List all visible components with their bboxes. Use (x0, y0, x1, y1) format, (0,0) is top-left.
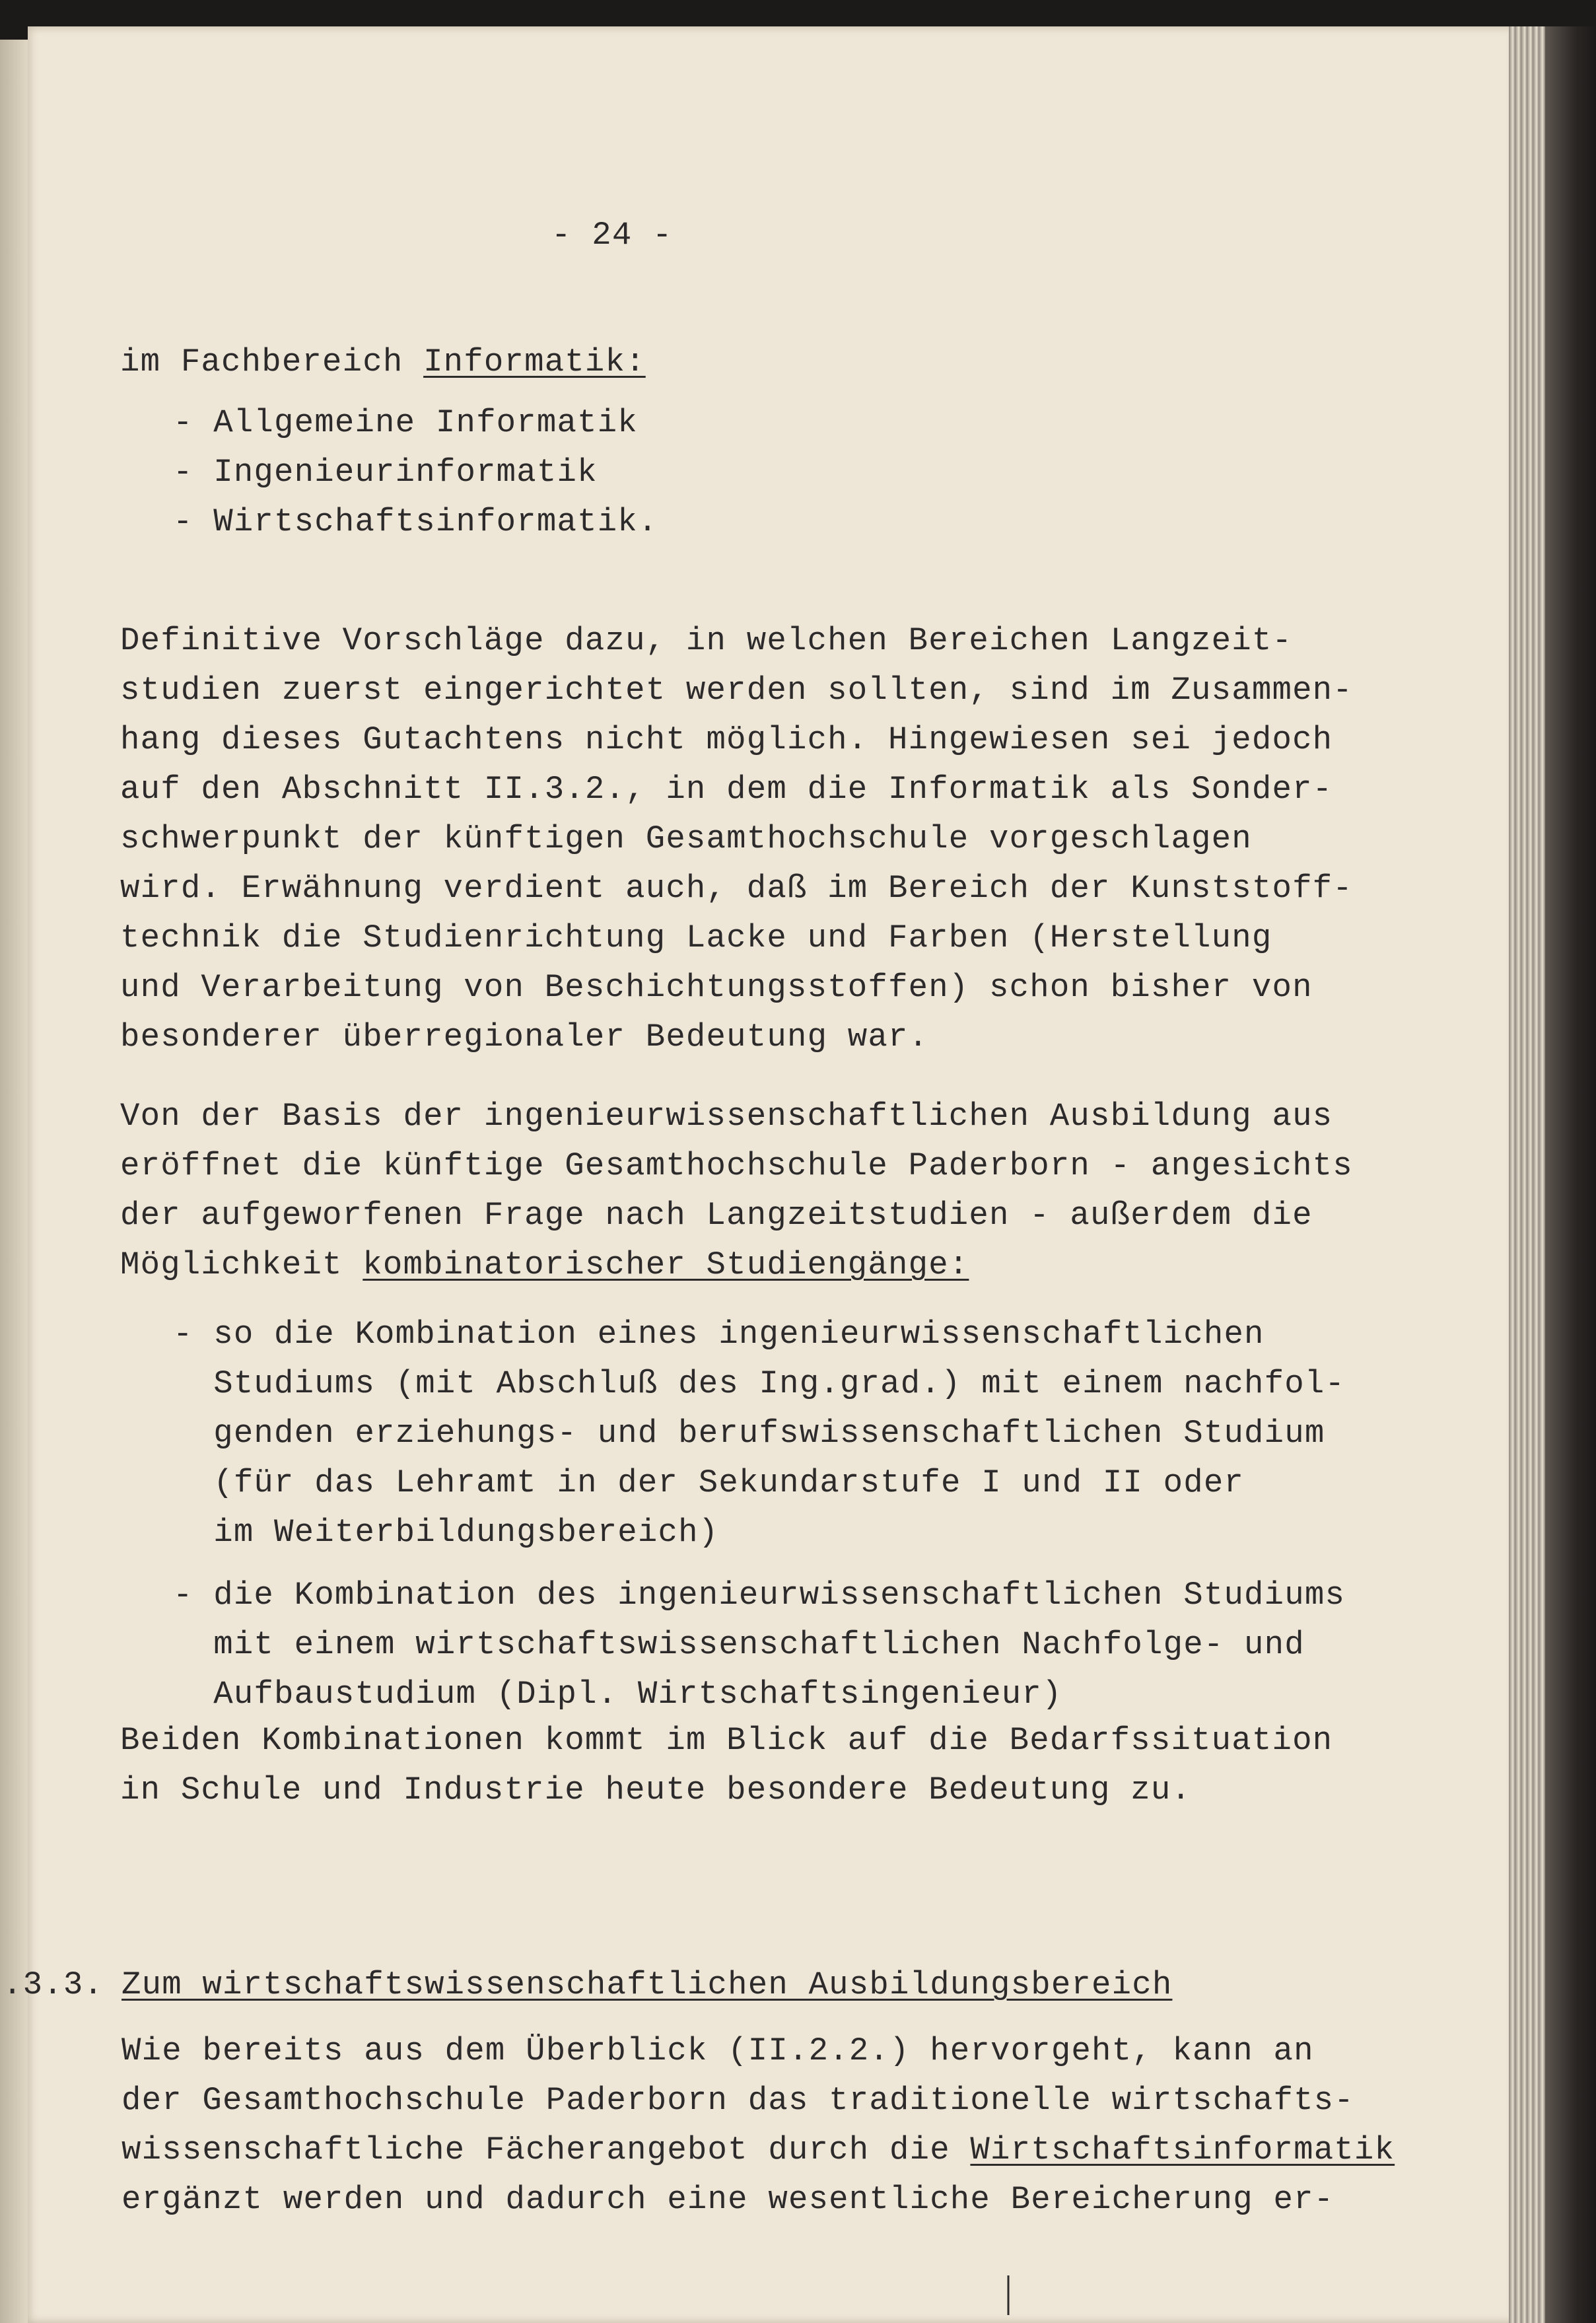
paragraph2-line: Von der Basis der ingenieurwissenschaftlichen Ausbildung aus (120, 1098, 1333, 1135)
paragraph3-line: in Schule und Industrie heute besondere Bedeutung zu. (120, 1771, 1192, 1808)
paragraph3-line: Beiden Kombinationen kommt im Blick auf die Bedarfssituation (120, 1722, 1333, 1759)
paragraph1-line: auf den Abschnitt II.3.2., in dem die Informatik als Sonder- (120, 771, 1333, 808)
informatik-prefix: im Fachbereich (120, 343, 424, 380)
combination1-line: - so die Kombination eines ingenieurwissenschaftlichen (173, 1316, 1265, 1353)
informatik-intro (120, 342, 646, 382)
combination1-line: im Weiterbildungsbereich) (173, 1514, 719, 1551)
combination2-line: mit einem wirtschaftswissenschaftlichen Nachfolge- und (173, 1626, 1305, 1663)
paragraph1-line: und Verarbeitung von Beschichtungsstoffen) schon bisher von (120, 969, 1313, 1006)
paragraph1-line: studien zuerst eingerichtet werden sollten, sind im Zusammen- (120, 672, 1353, 709)
paragraph1-line: Definitive Vorschläge dazu, in welchen Bereichen Langzeit- (120, 622, 1293, 659)
paragraph1-line: hang dieses Gutachtens nicht möglich. Hingewiesen sei jedoch (120, 721, 1333, 758)
paragraph2-line: eröffnet die künftige Gesamthochschule Paderborn - angesichts (120, 1147, 1353, 1184)
page-number: - 24 - (551, 217, 673, 254)
paragraph4-line-with-emphasis (121, 2130, 1395, 2170)
combination1-line: genden erziehungs- und berufswissenschaftlichen Studium (173, 1415, 1325, 1452)
paragraph4-last-line: ergänzt werden und dadurch eine wesentliche Bereicherung er- (121, 2181, 1335, 2218)
section-title (121, 1965, 1172, 2005)
paragraph4-prefix: wissenschaftliche Fächerangebot durch die (121, 2131, 971, 2168)
paragraph4-line: der Gesamthochschule Paderborn das traditionelle wirtschafts- (121, 2082, 1354, 2119)
paragraph1-line: technik die Studienrichtung Lacke und Farben (Herstellung (120, 919, 1272, 956)
informatik-item: - Allgemeine Informatik (173, 404, 638, 441)
dark-book-edge (1545, 26, 1596, 2323)
document-page (3, 26, 1520, 2323)
paragraph2-line: der aufgeworfenen Frage nach Langzeitstudien - außerdem die (120, 1197, 1313, 1234)
combination2-line: - die Kombination des ingenieurwissenschaftlichen Studiums (173, 1577, 1346, 1614)
kombinatorische-studiengaenge-heading: kombinatorischer Studiengänge: (363, 1246, 969, 1283)
informatik-item: - Ingenieurinformatik (173, 454, 598, 491)
paragraph1-line: schwerpunkt der künftigen Gesamthochschule vorgeschlagen (120, 820, 1252, 857)
informatik-heading: Informatik: (423, 343, 646, 380)
combination2-line: Aufbaustudium (Dipl. Wirtschaftsingenieur) (173, 1676, 1062, 1713)
section-title-text: Zum wirtschaftswissenschaftlichen Ausbildungsbereich (121, 1966, 1173, 2003)
paragraph4-line: Wie bereits aus dem Überblick (II.2.2.) hervorgeht, kann an (121, 2032, 1314, 2069)
paragraph2-last-line (120, 1245, 969, 1285)
paragraph2-prefix: Möglichkeit (120, 1246, 363, 1283)
wirtschaftsinformatik-emphasis: Wirtschaftsinformatik (970, 2131, 1395, 2168)
section-number: .3.3. (3, 1966, 104, 2003)
informatik-item: - Wirtschaftsinformatik. (173, 503, 658, 540)
combination1-line: Studiums (mit Abschluß des Ing.grad.) mit einem nachfol- (173, 1365, 1346, 1402)
paragraph1-line: besonderer überregionaler Bedeutung war. (120, 1019, 929, 1055)
combination1-line: (für das Lehramt in der Sekundarstufe I und II oder (173, 1464, 1245, 1501)
pencil-mark (995, 2272, 1022, 2318)
paragraph1-line: wird. Erwähnung verdient auch, daß im Bereich der Kunststoff- (120, 870, 1353, 907)
